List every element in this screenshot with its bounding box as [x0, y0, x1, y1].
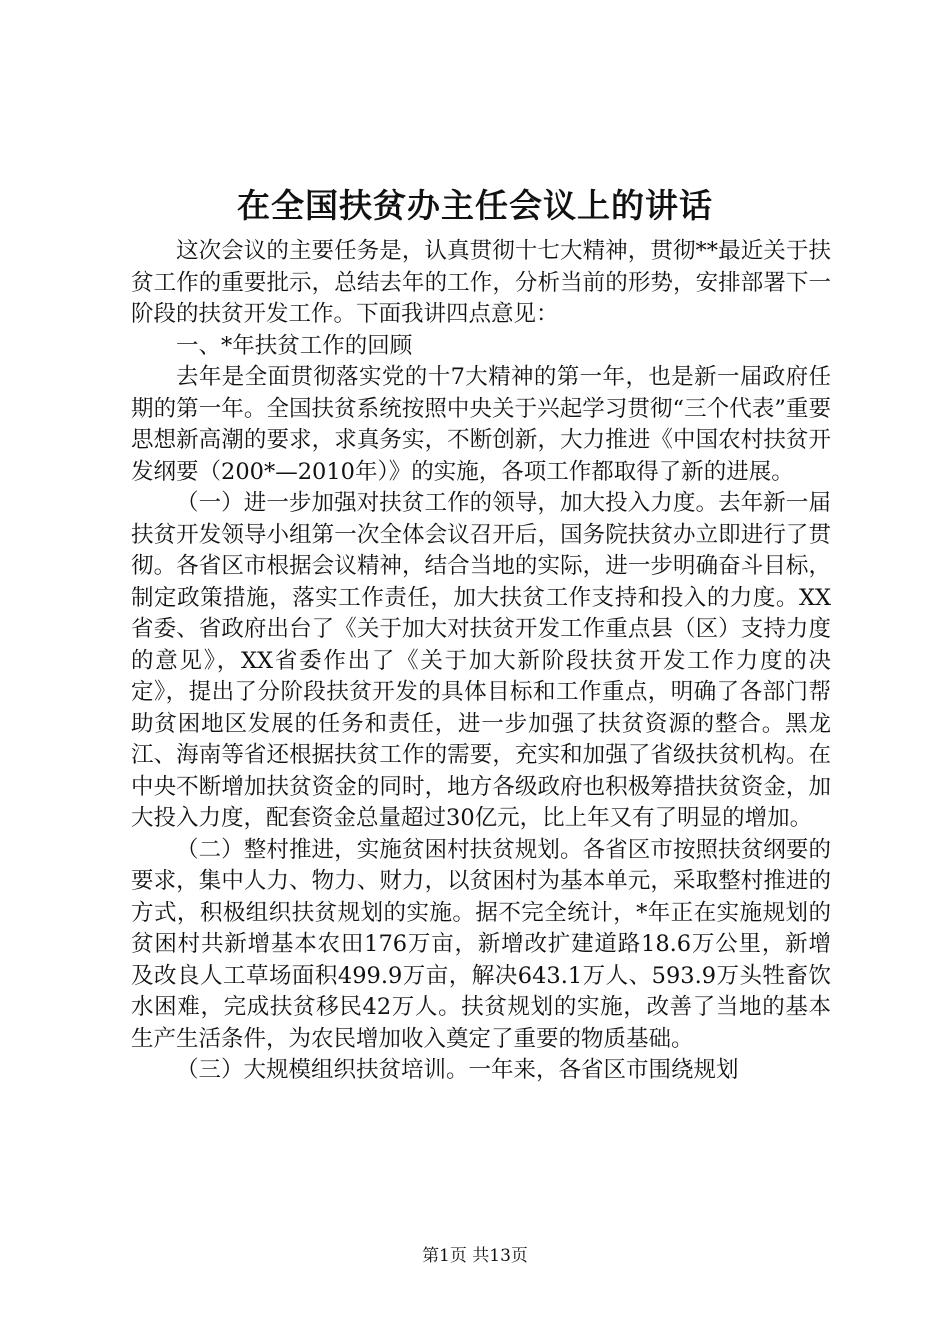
intro-paragraph: 这次会议的主要任务是，认真贯彻十七大精神，贯彻**最近关于扶贫工作的重要批示，总结去年的工作，分析当前的形势，安排部署下一阶段的扶贫开发工作。下面我讲四点意见：: [131, 238, 831, 327]
point-one-paragraph: （一）进一步加强对扶贫工作的领导，加大投入力度。去年新一届扶贫开发领导小组第一次全体会议召开后，国务院扶贫办立即进行了贯彻。各省区市根据会议精神，结合当地的实际，进一步明确奋斗目标，制定政策措施，落实工作责任，加大扶贫工作支持和投入的力度。XX省委、省政府出台了《关于加大对扶贫开发工作重点县（区）支持力度的意见》，XX省委作出了《关于加大新阶段扶贫开发工作力度的决定》，提出了分阶段扶贫开发的具体目标和工作重点，明确了各部门帮助贫困地区发展的任务和责任，进一步加强了扶贫资源的整合。黑龙江、海南等省还根据扶贫工作的需要，充实和加强了省级扶贫机构。在中央不断增加扶贫资金的同时，地方各级政府也积极筹措扶贫资金，加大投入力度，配套资金总量超过30亿元，比上年又有了明显的增加。: [131, 490, 831, 831]
section-heading: 一、*年扶贫工作的回顾: [176, 332, 413, 359]
document-title: 在全国扶贫办主任会议上的讲话: [237, 186, 713, 225]
point-two-paragraph: （二）整村推进，实施贫困村扶贫规划。各省区市按照扶贫纲要的要求，集中人力、物力、财力，以贫困村为基本单元，采取整村推进的方式，积极组织扶贫规划的实施。据不完全统计，*年正在实施规划的贫困村共新增基本农田176万亩，新增改扩建道路18.6万公里，新增及改良人工草场面积499.9万亩，解决643.1万人、593.9万头牲畜饮水困难，完成扶贫移民42万人。扶贫规划的实施，改善了当地的基本生产生活条件，为农民增加收入奠定了重要的物质基础。: [131, 836, 831, 1052]
review-paragraph: 去年是全面贯彻落实党的十7大精神的第一年，也是新一届政府任期的第一年。全国扶贫系统按照中央关于兴起学习贯彻“三个代表”重要思想新高潮的要求，求真务实，不断创新，大力推进《中国农村扶贫开发纲要（200*—2010年）》的实施，各项工作都取得了新的进展。: [131, 364, 831, 485]
document-body: [131, 236, 831, 1087]
point-three-paragraph: （三）大规模组织扶贫培训。一年来，各省区市围绕规划: [176, 1057, 739, 1083]
page-footer: 第1页 共13页: [422, 1246, 528, 1266]
